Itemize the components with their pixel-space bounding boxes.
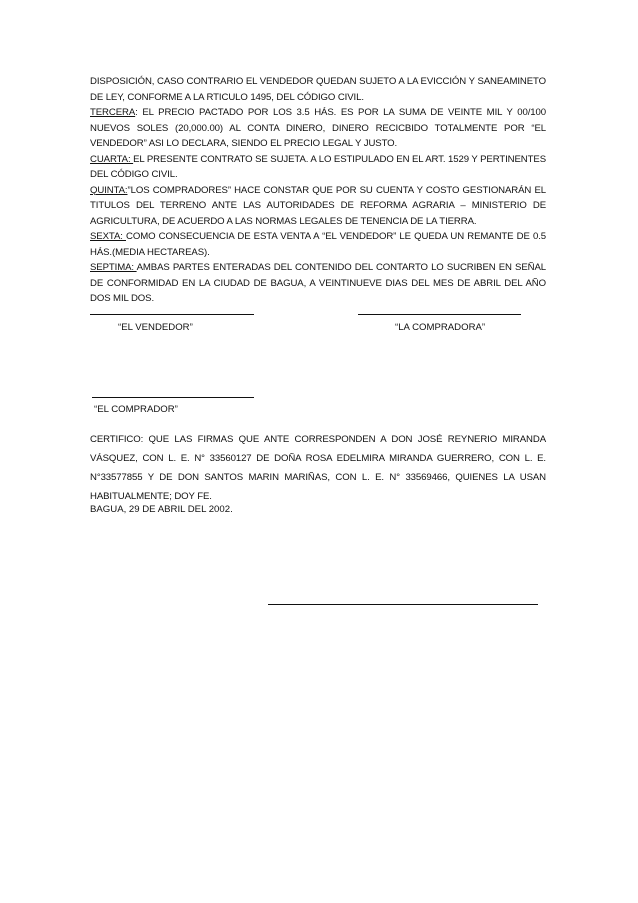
clause-text: ”LOS COMPRADORES” HACE CONSTAR QUE POR SU CUENTA Y COSTO GESTIONARÁN EL TITULOS DEL TERRENO ANTE LAS AUTORIDADES DE REFORMA AGRARIA – MINISTERIO DE AGRICULTURA, DE ACUERDO A LAS NORMAS LEGALES DE TENENCIA DE LA TIERRA. [90, 184, 546, 227]
clause-text: EL PRECIO PACTADO POR LOS 3.5 HÁS. ES POR LA SUMA DE VEINTE MIL Y 00/100 NUEVOS SOLES (20,000.00) AL CONTA DINERO, DINERO RECICBIDO TOTALMENTE POR “EL VENDEDOR” ASI LO DECLARA, SIENDO EL PRECIO LEGAL Y JUSTO. [90, 107, 546, 149]
contract-clauses [90, 74, 546, 307]
clause-text: AMBAS PARTES ENTERADAS DEL CONTENIDO DEL CONTARTO LO SUCRIBEN EN SEÑAL DE CONFORMIDAD EN LA CIUDAD DE BAGUA, A VEINTINUEVE DIAS DEL MES DE ABRIL DEL AÑO DOS MIL DOS. [90, 262, 546, 304]
buyer-female-signature-label: “LA COMPRADORA” [395, 322, 486, 333]
clause-tercera [90, 105, 546, 152]
buyer-male-signature-line [92, 397, 254, 398]
clause-text: DISPOSICIÓN, CASO CONTRARIO EL VENDEDOR QUEDAN SUJETO A LA EVICCIÓN Y SANEAMINETO DE LEY, CONFORME A LA RTICULO 1495, DEL CÓDIGO CIVIL. [90, 76, 546, 103]
clause-heading: CUARTA: [90, 153, 134, 165]
place-date: BAGUA, 29 DE ABRIL DEL 2002. [90, 504, 233, 515]
clause-text: EL PRESENTE CONTRATO SE SUJETA. A LO ESTIPULADO EN EL ART. 1529 Y PERTINENTES DEL CÓDIGO CIVIL. [90, 153, 546, 180]
clause-heading: SEPTIMA: [90, 262, 137, 273]
buyer-female-signature-line [358, 314, 521, 315]
clause-heading: QUINTA: [90, 184, 128, 196]
notary-certification: CERTIFICO: QUE LAS FIRMAS QUE ANTE CORRESPONDEN A DON JOSÉ REYNERIO MIRANDA VÁSQUEZ, CON L. E. N° 33560127 DE DOÑA ROSA EDELMIRA MIRANDA GUERRERO, CON L. E. N°33577855 Y DE DON SANTOS MARIN MARIÑAS, CON L. E. N° 33569466, QUIENES LA USAN HABITUALMENTE; DOY FE. [90, 434, 546, 502]
buyer-male-signature-label: “EL COMPRADOR” [94, 404, 178, 415]
clause-quinta [90, 183, 546, 230]
notary-signature-line [268, 604, 538, 605]
clause-heading: SEXTA: [90, 231, 126, 242]
clause-disposicion [90, 74, 546, 105]
clause-heading: TERCERA [90, 107, 136, 118]
clause-septima [90, 260, 546, 307]
seller-signature-line [90, 314, 254, 315]
seller-signature-label: “EL VENDEDOR” [118, 322, 193, 333]
clause-text: COMO CONSECUENCIA DE ESTA VENTA A “EL VENDEDOR” LE QUEDA UN REMANTE DE 0.5 HÁS.(MEDIA HECTAREAS). [90, 231, 546, 258]
clause-cuarta [90, 152, 546, 183]
clause-separator: : [135, 107, 143, 118]
clause-sexta [90, 229, 546, 260]
